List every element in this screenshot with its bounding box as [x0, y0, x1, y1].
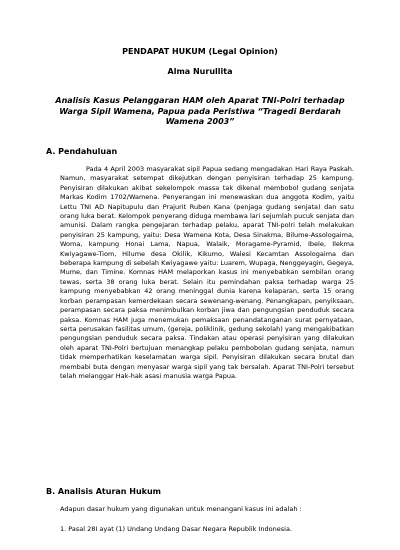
section-b-heading: B. Analisis Aturan Hukum: [46, 487, 162, 496]
section-a-heading: A. Pendahuluan: [46, 147, 118, 156]
section-b-intro: Adapun dasar hukum yang digunakan untuk menangani kasus ini adalah :: [60, 505, 302, 513]
document-author: Alma Nurullita: [167, 67, 233, 76]
document-title: PENDAPAT HUKUM (Legal Opinion): [122, 47, 278, 56]
section-a-paragraph: Pada 4 April 2003 masyarakat sipil Papua sedang mengadakan Hari Raya Paskah. Namun, masyarakat setempat dikejutkan dengan penyisiran terhadap 25 kampung. Penyisiran dilakukan akibat sekelompok massa tak dikenal membobol gudang senjata Markas Kodim 1702/Wamena. Penyerangan ini menewaskan dua anggota Kodim, yaitu Lettu TNI AD Napitupulu dan Prajurit Ruben Kana (penjaga gudang senjata) dan satu orang luka berat. Kelompok penyerang diduga membawa lari sejumlah pucuk senjata dan amunisi. Dalam rangka pengejaran terhadap pelaku, aparat TNI-polri telah melakukan penyisiran 25 kampung, yaitu: Desa Wamena Kota, Desa Sinakma, Bilume-Assologaima, Woma, kampung Honai Lama, Napua, Walaik, Moragame-Pyramid, Ibele, Ilekma Kwiyagawe-Tiom, Hilume desa Okilik, Kikumo, Walesi Kecamtan Assologaima dan beberapa kampung di sebelah Kwiyagawe yaitu: Luarem, Wupaga, Nenggeyagin, Gegeya, Mume, dan Timine. Komnas HAM melaporkan kasus ini menyebabkan sembilan orang tewas, serta 38 orang luka berat. Selain itu pemindahan paksa terhadap warga 25 kampung menyebabkan 42 orang meninggal dunia karena kelaparan, serta 15 orang korban perampasan kemerdekaan secara sewenang-wenang. Penangkapan, penyiksaan, perampasan secara paksa menimbulkan korban jiwa dan pengungsian penduduk secara paksa. Komnas HAM juga menemukan pemaksaan penandatanganan surat pernyataan, serta perusakan fasilitas umum, (gereja, poliklinik, gedung sekolah) yang mengakibatkan pengungsian penduduk secara paksa. Tindakan atau operasi penyisiran yang dilakukan oleh aparat TNI-Polri bertujuan menangkap pelaku pembobolan gudang senjata, namun tidak memperhatikan keselamatan warga sipil. Penyisiran dilakukan secara brutal dan membabi buta dengan menyasar warga sipil yang tak bersalah. Aparat TNI-Polri tersebut telah melanggar Hak-hak asasi manusia warga Papua.: [60, 165, 354, 380]
legal-basis-list-item: 1. Pasal 28I ayat (1) Undang Undang Dasar Negara Republik Indonesia.: [60, 525, 292, 533]
document-subtitle: Analisis Kasus Pelanggaran HAM oleh Aparat TNI-Polri terhadap Warga Sipil Wamena, Papua pada Peristiwa “Tragedi Berdarah Wamena 2003”: [55, 96, 345, 126]
